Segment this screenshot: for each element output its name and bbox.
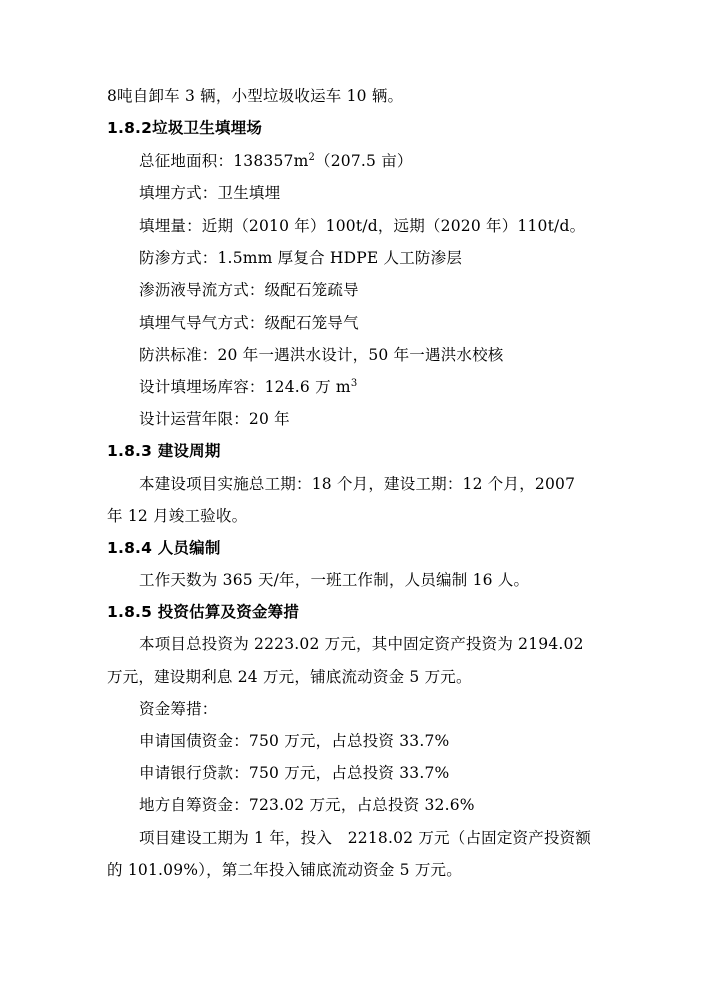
capacity-superscript: 3 bbox=[350, 377, 358, 389]
seepage-method-line: 防渗方式：1.5mm 厚复合 HDPE 人工防渗层 bbox=[139, 249, 463, 267]
section-heading-1-8-3: 1.8.3 建设周期 bbox=[107, 442, 221, 460]
construction-period-line-1: 本建设项目实施总工期：18 个月，建设工期：12 个月，2007 bbox=[139, 475, 576, 493]
leachate-method-line: 渗沥液导流方式：级配石笼疏导 bbox=[139, 281, 359, 299]
capacity-line bbox=[139, 377, 357, 397]
national-bond-line: 申请国债资金：750 万元，占总投资 33.7% bbox=[139, 732, 450, 750]
flood-standard-line: 防洪标准：20 年一遇洪水设计，50 年一遇洪水校核 bbox=[139, 346, 504, 364]
investment-line-2: 万元，建设期利息 24 万元，铺底流动资金 5 万元。 bbox=[107, 668, 472, 686]
total-area-line bbox=[139, 151, 413, 171]
total-area-mu: （207.5 亩） bbox=[315, 152, 413, 170]
landfill-method-line: 填埋方式：卫生填埋 bbox=[139, 184, 281, 202]
section-heading-1-8-4: 1.8.4 人员编制 bbox=[107, 539, 221, 557]
total-area-text: 总征地面积：138357m bbox=[139, 152, 309, 170]
area-superscript: 2 bbox=[308, 151, 316, 163]
operating-life-line: 设计运营年限：20 年 bbox=[139, 410, 290, 428]
landfill-volume-line: 填埋量：近期（2010 年）100t/d，远期（2020 年）110t/d。 bbox=[139, 217, 586, 235]
funding-title: 资金筹措： bbox=[139, 700, 218, 718]
section-heading-1-8-2: 1.8.2垃圾卫生填埋场 bbox=[107, 119, 263, 137]
capacity-text: 设计填埋场库容：124.6 万 m bbox=[139, 378, 351, 396]
text-line: 8吨自卸车 3 辆，小型垃圾收运车 10 辆。 bbox=[107, 87, 404, 105]
local-funding-line: 地方自筹资金：723.02 万元，占总投资 32.6% bbox=[139, 796, 475, 814]
staffing-line: 工作天数为 365 天/年，一班工作制，人员编制 16 人。 bbox=[139, 571, 530, 589]
gas-method-line: 填埋气导气方式：级配石笼导气 bbox=[139, 314, 359, 332]
schedule-line-1: 项目建设工期为 1 年，投入 2218.02 万元（占固定资产投资额 bbox=[139, 829, 592, 847]
construction-period-line-2: 年 12 月竣工验收。 bbox=[107, 507, 248, 525]
investment-line-1: 本项目总投资为 2223.02 万元，其中固定资产投资为 2194.02 bbox=[139, 635, 584, 653]
schedule-line-2: 的 101.09%），第二年投入铺底流动资金 5 万元。 bbox=[107, 861, 462, 879]
bank-loan-line: 申请银行贷款：750 万元，占总投资 33.7% bbox=[139, 764, 450, 782]
section-heading-1-8-5: 1.8.5 投资估算及资金筹措 bbox=[107, 603, 300, 621]
